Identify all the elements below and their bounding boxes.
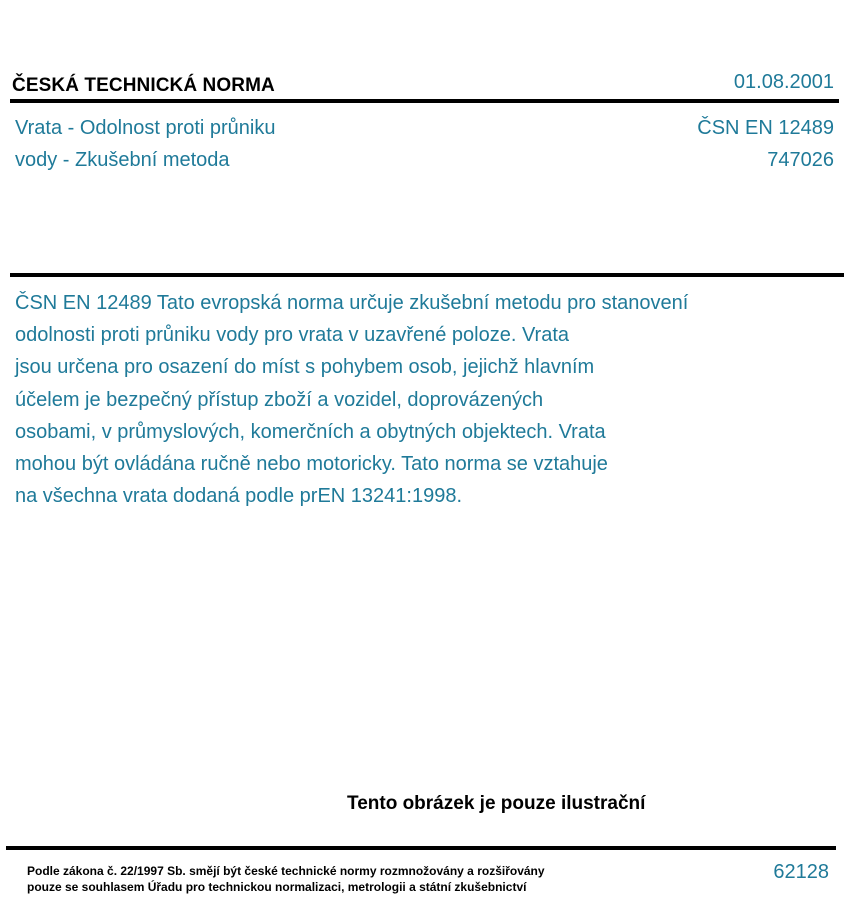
abstract-line: osobami, v průmyslových, komerčních a obytných objektech. Vrata: [15, 420, 606, 443]
classification-number: 747026: [767, 149, 834, 171]
standard-number: ČSN EN 12489: [697, 117, 834, 139]
section-divider: [10, 273, 844, 277]
standard-title-line-1: Vrata - Odolnost proti průniku: [15, 117, 276, 139]
abstract-line: mohou být ovládána ručně nebo motoricky. Tato norma se vztahuje: [15, 453, 608, 476]
abstract-text: [15, 287, 775, 512]
page-title: ČESKÁ TECHNICKÁ NORMA: [12, 75, 275, 96]
abstract-line: na všechna vrata dodaná podle prEN 13241:1998.: [15, 485, 463, 508]
illustration-disclaimer: Tento obrázek je pouze ilustrační: [347, 793, 646, 814]
header-divider: [10, 99, 839, 103]
abstract-line: jsou určena pro osazení do míst s pohybem osob, jejichž hlavním: [15, 356, 595, 379]
publication-date: 01.08.2001: [733, 71, 834, 93]
footer-divider: [6, 846, 836, 850]
standard-title-line-2: vody - Zkušební metoda: [15, 149, 230, 171]
document-id: 62128: [773, 861, 829, 883]
abstract-line: ČSN EN 12489 Tato evropská norma určuje zkušební metodu pro stanovení: [15, 292, 689, 314]
legal-notice-line: pouze se souhlasem Úřadu pro technickou normalizaci, metrologii a státní zkušebnictví: [27, 879, 527, 894]
legal-notice: [27, 864, 545, 895]
abstract-line: odolnosti proti průniku vody pro vrata v uzavřené poloze. Vrata: [15, 324, 570, 347]
legal-notice-line: Podle zákona č. 22/1997 Sb. smějí být české technické normy rozmnožovány a rozšiřovány: [27, 864, 545, 878]
abstract-line: účelem je bezpečný přístup zboží a vozidel, doprovázených: [15, 388, 544, 411]
